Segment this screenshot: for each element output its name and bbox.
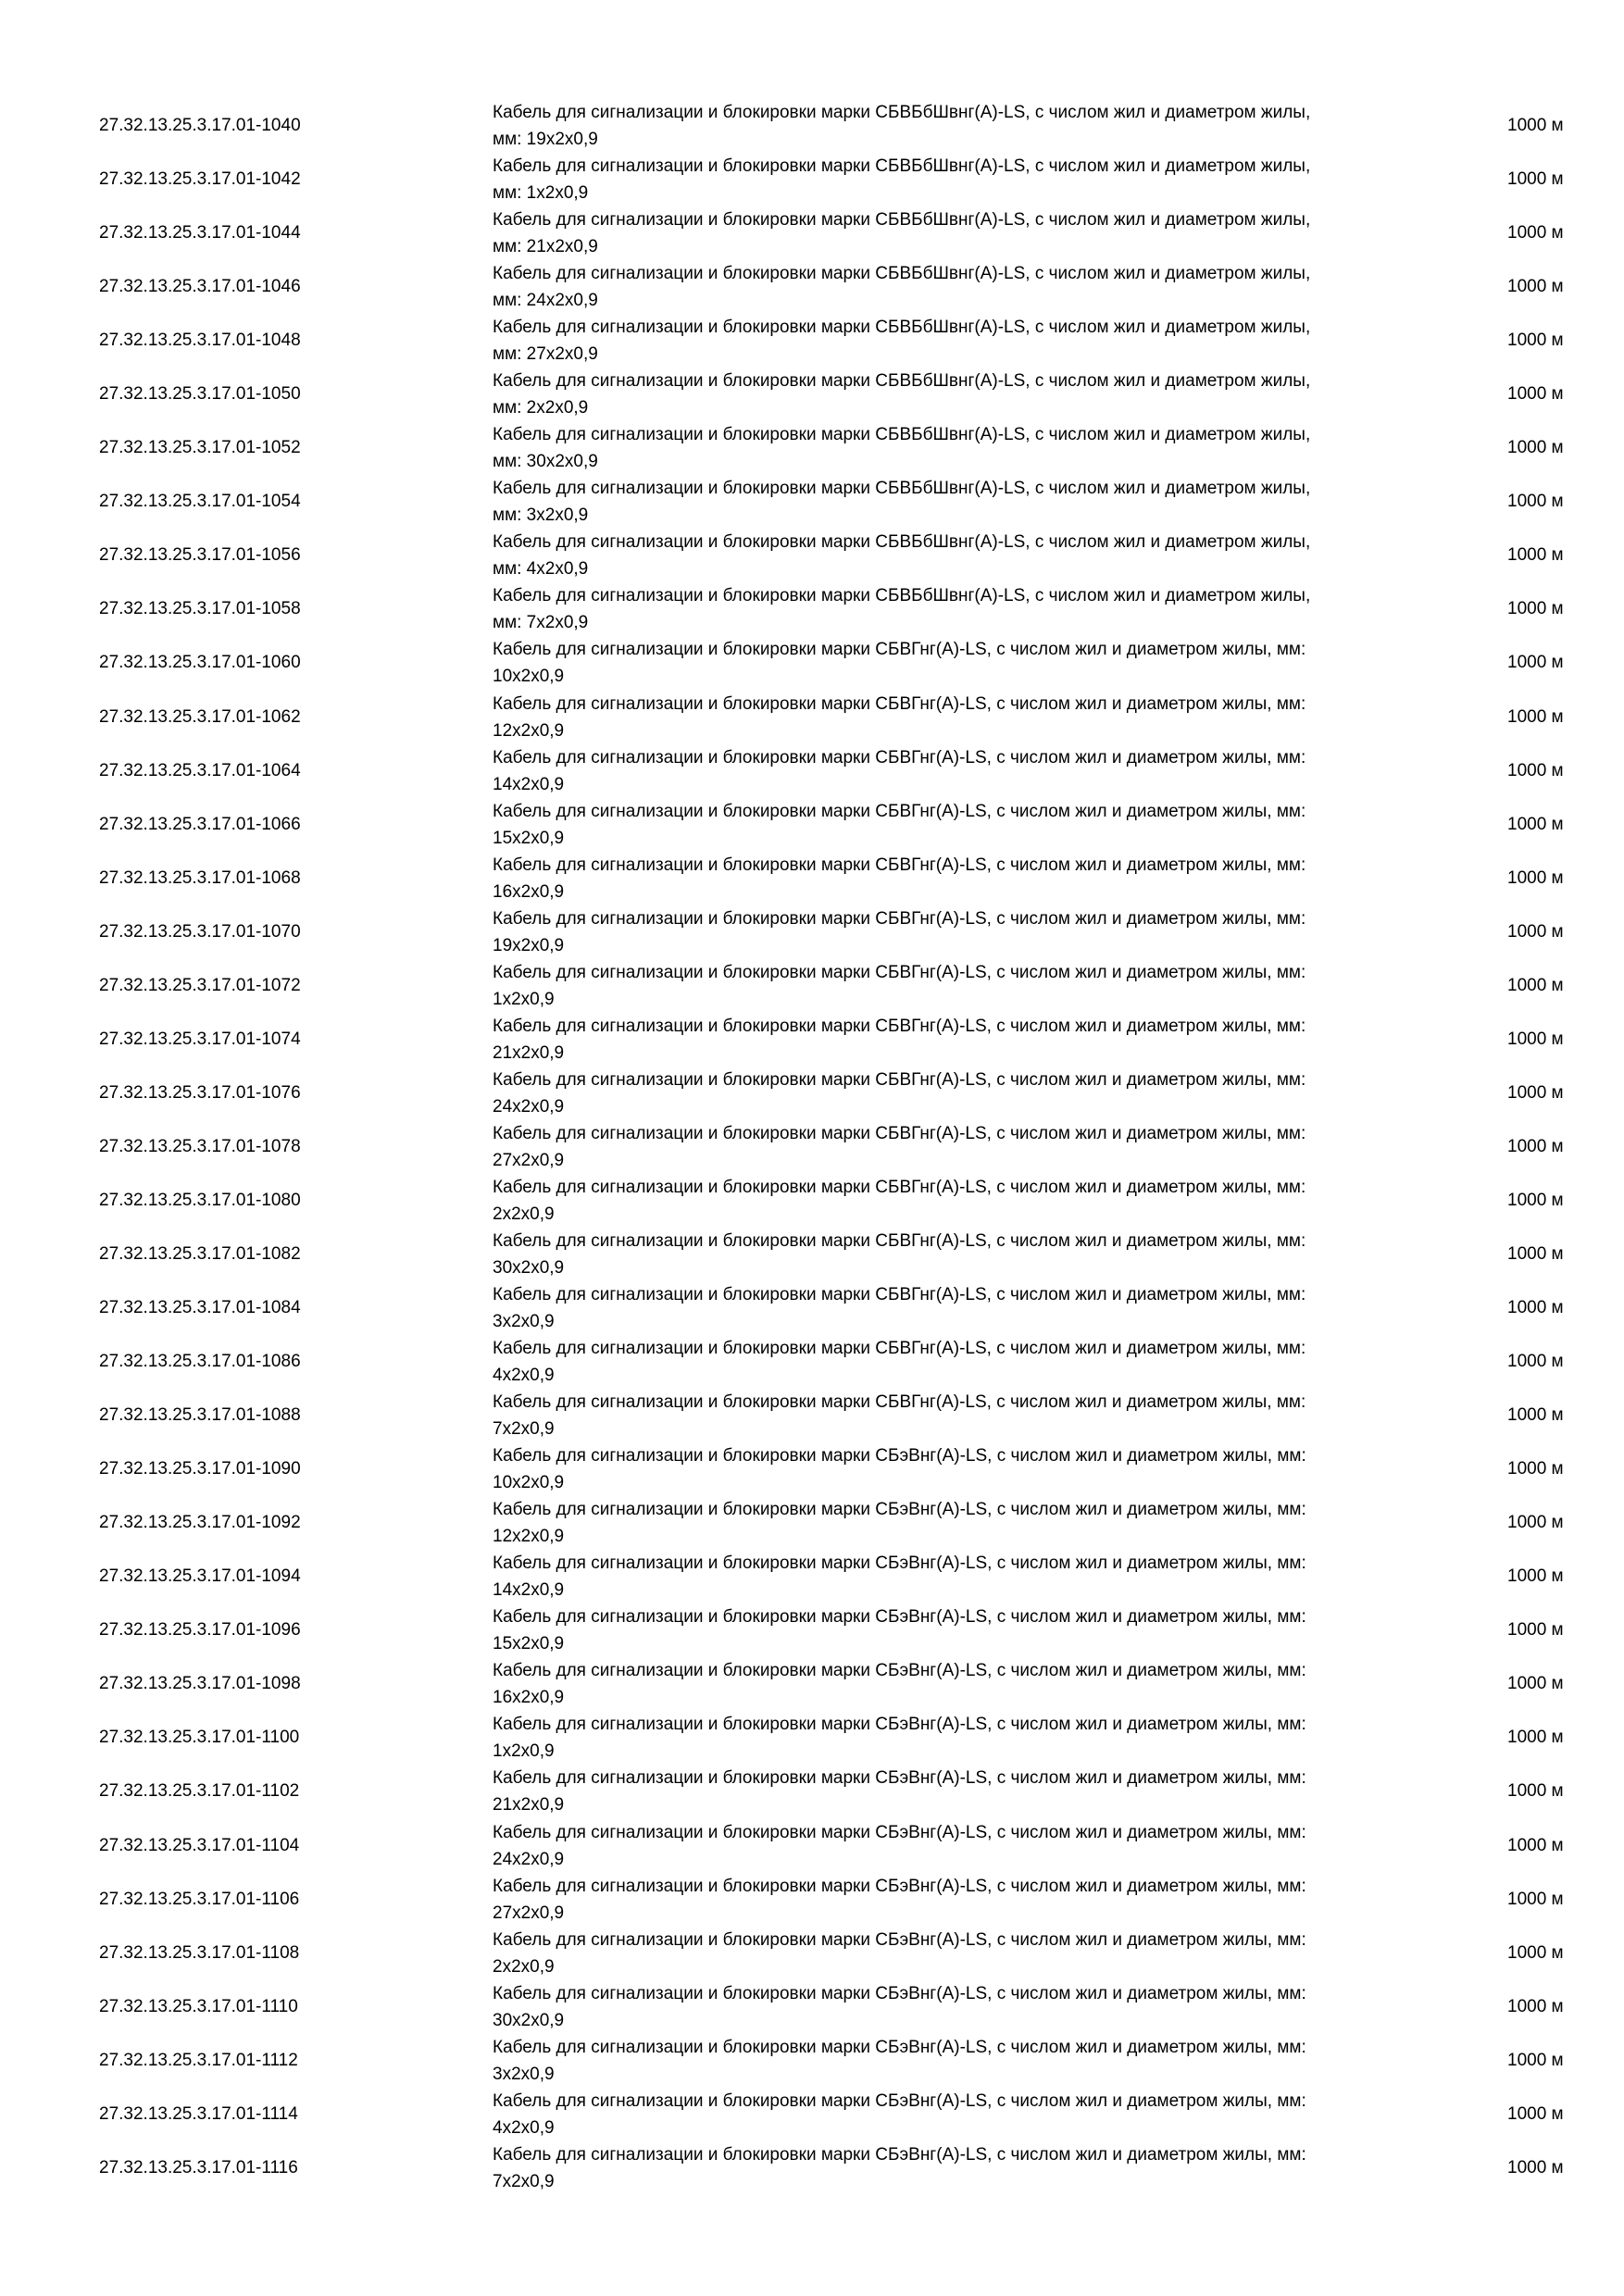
- unit-of-measure: 1000 м: [1507, 277, 1564, 297]
- table-row: [0, 1711, 1624, 1765]
- description-line-1: Кабель для сигнализации и блокировки марки СБВГнг(А)-LS, с числом жил и диаметром жилы, мм:: [493, 801, 1306, 821]
- resource-description: [493, 1389, 1437, 1442]
- unit-of-measure: 1000 м: [1507, 921, 1564, 942]
- resource-code: 27.32.13.25.3.17.01-1084: [99, 1298, 301, 1318]
- table-row: [0, 1120, 1624, 1174]
- resource-description: [493, 421, 1437, 475]
- description-line-2: 27x2x0,9: [493, 1150, 565, 1170]
- resource-description: [493, 582, 1437, 636]
- table-row: [0, 744, 1624, 798]
- table-row: [0, 314, 1624, 368]
- resource-description: [493, 1496, 1437, 1550]
- resource-description: [493, 206, 1437, 260]
- unit-of-measure: 1000 м: [1507, 1781, 1564, 1802]
- resource-code: 27.32.13.25.3.17.01-1112: [99, 2050, 298, 2070]
- description-line-1: Кабель для сигнализации и блокировки марки СБВГнг(А)-LS, с числом жил и диаметром жилы, мм:: [493, 1339, 1306, 1359]
- unit-of-measure: 1000 м: [1507, 1405, 1564, 1426]
- resource-description: [493, 1657, 1437, 1711]
- resource-code: 27.32.13.25.3.17.01-1080: [99, 1190, 301, 1210]
- description-line-2: 12x2x0,9: [493, 720, 565, 741]
- resource-description: [493, 1281, 1437, 1335]
- description-line-1: Кабель для сигнализации и блокировки марки СБэВнг(А)-LS, с числом жил и диаметром жилы, мм:: [493, 2037, 1306, 2057]
- description-line-1: Кабель для сигнализации и блокировки марки СБВГнг(А)-LS, с числом жил и диаметром жилы, мм:: [493, 1230, 1306, 1251]
- unit-of-measure: 1000 м: [1507, 1029, 1564, 1049]
- unit-of-measure: 1000 м: [1507, 545, 1564, 566]
- unit-of-measure: 1000 м: [1507, 1620, 1564, 1641]
- unit-of-measure: 1000 м: [1507, 1566, 1564, 1587]
- description-line-1: Кабель для сигнализации и блокировки марки СБэВнг(А)-LS, с числом жил и диаметром жилы, мм:: [493, 1768, 1306, 1789]
- description-line-1: Кабель для сигнализации и блокировки марки СБэВнг(А)-LS, с числом жил и диаметром жилы, мм:: [493, 1554, 1306, 1574]
- description-line-2: 3x2x0,9: [493, 1312, 555, 1332]
- unit-of-measure: 1000 м: [1507, 169, 1564, 190]
- resource-description: [493, 1013, 1437, 1067]
- resource-code: 27.32.13.25.3.17.01-1058: [99, 599, 301, 619]
- description-line-2: 15x2x0,9: [493, 828, 565, 848]
- resource-code: 27.32.13.25.3.17.01-1068: [99, 867, 301, 888]
- resource-code: 27.32.13.25.3.17.01-1072: [99, 975, 301, 995]
- description-line-1: Кабель для сигнализации и блокировки марки СБВГнг(А)-LS, с числом жил и диаметром жилы, мм:: [493, 908, 1306, 929]
- resource-code: 27.32.13.25.3.17.01-1100: [99, 1728, 300, 1748]
- table-row: [0, 1067, 1624, 1120]
- description-line-2: 7x2x0,9: [493, 2171, 555, 2191]
- resource-description: [493, 314, 1437, 368]
- description-line-1: Кабель для сигнализации и блокировки марки СБэВнг(А)-LS, с числом жил и диаметром жилы, мм:: [493, 1715, 1306, 1735]
- description-line-1: Кабель для сигнализации и блокировки марки СБВБбШвнг(А)-LS, с числом жил и диаметром жилы,: [493, 425, 1311, 445]
- table-row: [0, 368, 1624, 421]
- table-row: [0, 1228, 1624, 1281]
- resource-code: 27.32.13.25.3.17.01-1116: [99, 2157, 298, 2177]
- description-line-1: Кабель для сигнализации и блокировки марки СБВБбШвнг(А)-LS, с числом жил и диаметром жилы,: [493, 586, 1311, 606]
- resource-code: 27.32.13.25.3.17.01-1066: [99, 814, 301, 834]
- description-line-1: Кабель для сигнализации и блокировки марки СБэВнг(А)-LS, с числом жил и диаметром жилы, мм:: [493, 1876, 1306, 1896]
- resource-description: [493, 368, 1437, 421]
- table-row: [0, 1174, 1624, 1228]
- unit-of-measure: 1000 м: [1507, 1728, 1564, 1748]
- unit-of-measure: 1000 м: [1507, 599, 1564, 619]
- table-row: [0, 959, 1624, 1013]
- table-row: [0, 153, 1624, 206]
- resource-code: 27.32.13.25.3.17.01-1106: [99, 1889, 300, 1909]
- resource-code: 27.32.13.25.3.17.01-1078: [99, 1136, 301, 1156]
- unit-of-measure: 1000 м: [1507, 1889, 1564, 1909]
- resource-description: [493, 1980, 1437, 2034]
- description-line-1: Кабель для сигнализации и блокировки марки СБВГнг(А)-LS, с числом жил и диаметром жилы, мм:: [493, 747, 1306, 767]
- description-line-2: 14x2x0,9: [493, 774, 565, 794]
- description-line-1: Кабель для сигнализации и блокировки марки СБэВнг(А)-LS, с числом жил и диаметром жилы, мм:: [493, 2090, 1306, 2111]
- table-row: [0, 1013, 1624, 1067]
- description-line-2: 15x2x0,9: [493, 1634, 565, 1654]
- table-row: [0, 1657, 1624, 1711]
- unit-of-measure: 1000 м: [1507, 438, 1564, 458]
- description-line-2: 4x2x0,9: [493, 2117, 555, 2138]
- unit-of-measure: 1000 м: [1507, 116, 1564, 135]
- description-line-1: Кабель для сигнализации и блокировки марки СБВГнг(А)-LS, с числом жил и диаметром жилы, мм:: [493, 1177, 1306, 1197]
- resource-description: [493, 798, 1437, 852]
- table-row: [0, 1927, 1624, 1980]
- table-row: [0, 1550, 1624, 1603]
- description-line-2: 30x2x0,9: [493, 1257, 565, 1278]
- resource-code: 27.32.13.25.3.17.01-1108: [99, 1942, 300, 1963]
- description-line-1: Кабель для сигнализации и блокировки марки СБВГнг(А)-LS, с числом жил и диаметром жилы, мм:: [493, 1285, 1306, 1305]
- resource-description: [493, 1067, 1437, 1120]
- table-row: [0, 529, 1624, 582]
- resource-description: [493, 1819, 1437, 1873]
- description-line-1: Кабель для сигнализации и блокировки марки СБВГнг(А)-LS, с числом жил и диаметром жилы, мм:: [493, 1392, 1306, 1413]
- table-row: [0, 1603, 1624, 1657]
- resource-code: 27.32.13.25.3.17.01-1050: [99, 384, 301, 405]
- resource-code: 27.32.13.25.3.17.01-1094: [99, 1566, 301, 1587]
- table-row: [0, 1765, 1624, 1818]
- description-line-2: 4x2x0,9: [493, 1366, 555, 1386]
- table-row: [0, 1980, 1624, 2034]
- table-row: [0, 1496, 1624, 1550]
- description-line-1: Кабель для сигнализации и блокировки марки СБВБбШвнг(А)-LS, с числом жил и диаметром жилы,: [493, 210, 1311, 231]
- description-line-2: 1x2x0,9: [493, 989, 555, 1009]
- resource-code: 27.32.13.25.3.17.01-1110: [99, 1996, 298, 2016]
- table-row: [0, 905, 1624, 959]
- resource-code: 27.32.13.25.3.17.01-1048: [99, 331, 301, 351]
- description-line-2: 2x2x0,9: [493, 1956, 555, 1977]
- description-line-2: 27x2x0,9: [493, 1903, 565, 1923]
- description-line-2: мм: 2x2x0,9: [493, 398, 589, 418]
- resource-description: [493, 959, 1437, 1013]
- description-line-1: Кабель для сигнализации и блокировки марки СБВГнг(А)-LS, с числом жил и диаметром жилы, мм:: [493, 1123, 1306, 1143]
- table-row: [0, 206, 1624, 260]
- unit-of-measure: 1000 м: [1507, 1298, 1564, 1318]
- description-line-1: Кабель для сигнализации и блокировки марки СБВБбШвнг(А)-LS, с числом жил и диаметром жилы,: [493, 318, 1311, 338]
- resource-code: 27.32.13.25.3.17.01-1052: [99, 438, 301, 458]
- description-line-2: 7x2x0,9: [493, 1419, 555, 1440]
- resource-description: [493, 1765, 1437, 1818]
- description-line-1: Кабель для сигнализации и блокировки марки СБВГнг(А)-LS, с числом жил и диаметром жилы, мм:: [493, 693, 1306, 714]
- table-row: [0, 1442, 1624, 1496]
- resource-code: 27.32.13.25.3.17.01-1056: [99, 545, 301, 566]
- description-line-1: Кабель для сигнализации и блокировки марки СБВБбШвнг(А)-LS, с числом жил и диаметром жилы,: [493, 479, 1311, 499]
- table-row: [0, 2034, 1624, 2088]
- unit-of-measure: 1000 м: [1507, 384, 1564, 405]
- table-row: [0, 1389, 1624, 1442]
- resource-code: 27.32.13.25.3.17.01-1040: [99, 116, 301, 135]
- resource-code: 27.32.13.25.3.17.01-1060: [99, 653, 301, 673]
- resource-code: 27.32.13.25.3.17.01-1098: [99, 1674, 301, 1694]
- description-line-2: мм: 1x2x0,9: [493, 183, 589, 204]
- resource-description: [493, 691, 1437, 744]
- table-row: [0, 2088, 1624, 2141]
- unit-of-measure: 1000 м: [1507, 2103, 1564, 2124]
- description-line-2: мм: 30x2x0,9: [493, 452, 598, 472]
- table-row: [0, 421, 1624, 475]
- description-line-2: мм: 21x2x0,9: [493, 237, 598, 257]
- description-line-2: 21x2x0,9: [493, 1795, 565, 1816]
- unit-of-measure: 1000 м: [1507, 975, 1564, 995]
- resource-description: [493, 529, 1437, 582]
- description-line-2: 12x2x0,9: [493, 1527, 565, 1547]
- description-line-1: Кабель для сигнализации и блокировки марки СБВБбШвнг(А)-LS, с числом жил и диаметром жилы,: [493, 371, 1311, 392]
- table-row: [0, 1819, 1624, 1873]
- resource-description: [493, 475, 1437, 529]
- table-row: [0, 582, 1624, 636]
- resource-code: 27.32.13.25.3.17.01-1070: [99, 921, 301, 942]
- unit-of-measure: 1000 м: [1507, 1352, 1564, 1372]
- table-row: [0, 1335, 1624, 1389]
- description-line-1: Кабель для сигнализации и блокировки марки СБэВнг(А)-LS, с числом жил и диаметром жилы, мм:: [493, 1607, 1306, 1628]
- description-line-2: 19x2x0,9: [493, 935, 565, 955]
- resource-code: 27.32.13.25.3.17.01-1088: [99, 1405, 301, 1426]
- description-line-1: Кабель для сигнализации и блокировки марки СБэВнг(А)-LS, с числом жил и диаметром жилы, мм:: [493, 1661, 1306, 1681]
- unit-of-measure: 1000 м: [1507, 1082, 1564, 1103]
- resource-description: [493, 1711, 1437, 1765]
- description-line-1: Кабель для сигнализации и блокировки марки СБэВнг(А)-LS, с числом жил и диаметром жилы, мм:: [493, 1822, 1306, 1842]
- table-row: [0, 1281, 1624, 1335]
- description-line-1: Кабель для сигнализации и блокировки марки СБВГнг(А)-LS, с числом жил и диаметром жилы, мм:: [493, 640, 1306, 660]
- unit-of-measure: 1000 м: [1507, 760, 1564, 780]
- resource-description: [493, 2141, 1437, 2195]
- price-list-table: [0, 99, 1624, 2195]
- resource-code: 27.32.13.25.3.17.01-1086: [99, 1352, 301, 1372]
- resource-code: 27.32.13.25.3.17.01-1042: [99, 169, 301, 190]
- resource-code: 27.32.13.25.3.17.01-1102: [99, 1781, 300, 1802]
- resource-description: [493, 1228, 1437, 1281]
- unit-of-measure: 1000 м: [1507, 2157, 1564, 2177]
- table-row: [0, 1873, 1624, 1927]
- resource-code: 27.32.13.25.3.17.01-1046: [99, 277, 301, 297]
- description-line-2: 30x2x0,9: [493, 2010, 565, 2030]
- description-line-1: Кабель для сигнализации и блокировки марки СБВГнг(А)-LS, с числом жил и диаметром жилы, мм:: [493, 1016, 1306, 1036]
- resource-code: 27.32.13.25.3.17.01-1044: [99, 223, 301, 243]
- table-row: [0, 636, 1624, 690]
- resource-description: [493, 852, 1437, 905]
- resource-description: [493, 1550, 1437, 1603]
- description-line-2: 14x2x0,9: [493, 1580, 565, 1601]
- description-line-1: Кабель для сигнализации и блокировки марки СБэВнг(А)-LS, с числом жил и диаметром жилы, мм:: [493, 2144, 1306, 2165]
- unit-of-measure: 1000 м: [1507, 1674, 1564, 1694]
- unit-of-measure: 1000 м: [1507, 1136, 1564, 1156]
- description-line-2: мм: 7x2x0,9: [493, 613, 589, 633]
- table-row: [0, 260, 1624, 314]
- description-line-2: 2x2x0,9: [493, 1204, 555, 1224]
- resource-code: 27.32.13.25.3.17.01-1064: [99, 760, 301, 780]
- resource-code: 27.32.13.25.3.17.01-1076: [99, 1082, 301, 1103]
- description-line-1: Кабель для сигнализации и блокировки марки СБэВнг(А)-LS, с числом жил и диаметром жилы, мм:: [493, 1446, 1306, 1466]
- description-line-2: мм: 4x2x0,9: [493, 559, 589, 580]
- resource-description: [493, 1873, 1437, 1927]
- description-line-2: 16x2x0,9: [493, 881, 565, 902]
- unit-of-measure: 1000 м: [1507, 1190, 1564, 1210]
- resource-description: [493, 2088, 1437, 2141]
- resource-description: [493, 905, 1437, 959]
- resource-code: 27.32.13.25.3.17.01-1062: [99, 706, 301, 727]
- description-line-2: мм: 19x2x0,9: [493, 130, 598, 149]
- resource-description: [493, 1442, 1437, 1496]
- resource-code: 27.32.13.25.3.17.01-1082: [99, 1243, 301, 1264]
- resource-description: [493, 744, 1437, 798]
- unit-of-measure: 1000 м: [1507, 1243, 1564, 1264]
- table-row: [0, 852, 1624, 905]
- description-line-2: 1x2x0,9: [493, 1741, 555, 1762]
- table-row: [0, 99, 1624, 153]
- description-line-2: 21x2x0,9: [493, 1042, 565, 1063]
- resource-description: [493, 1603, 1437, 1657]
- resource-code: 27.32.13.25.3.17.01-1090: [99, 1459, 301, 1479]
- resource-description: [493, 2034, 1437, 2088]
- unit-of-measure: 1000 м: [1507, 653, 1564, 673]
- description-line-2: мм: 3x2x0,9: [493, 505, 589, 526]
- description-line-2: мм: 27x2x0,9: [493, 344, 598, 365]
- description-line-1: Кабель для сигнализации и блокировки марки СБэВнг(А)-LS, с числом жил и диаметром жилы, мм:: [493, 1983, 1306, 2003]
- description-line-1: Кабель для сигнализации и блокировки марки СБВГнг(А)-LS, с числом жил и диаметром жилы, мм:: [493, 1069, 1306, 1090]
- description-line-1: Кабель для сигнализации и блокировки марки СБВБбШвнг(А)-LS, с числом жил и диаметром жилы,: [493, 264, 1311, 284]
- unit-of-measure: 1000 м: [1507, 867, 1564, 888]
- unit-of-measure: 1000 м: [1507, 1835, 1564, 1855]
- resource-description: [493, 1927, 1437, 1980]
- description-line-1: Кабель для сигнализации и блокировки марки СБВГнг(А)-LS, с числом жил и диаметром жилы, мм:: [493, 962, 1306, 982]
- description-line-2: 24x2x0,9: [493, 1096, 565, 1117]
- table-row: [0, 2141, 1624, 2195]
- resource-code: 27.32.13.25.3.17.01-1092: [99, 1513, 301, 1533]
- description-line-1: Кабель для сигнализации и блокировки марки СБВБбШвнг(А)-LS, с числом жил и диаметром жилы,: [493, 532, 1311, 553]
- description-line-2: 10x2x0,9: [493, 1473, 565, 1493]
- resource-description: [493, 1120, 1437, 1174]
- description-line-2: 24x2x0,9: [493, 1849, 565, 1869]
- resource-description: [493, 1335, 1437, 1389]
- resource-description: [493, 260, 1437, 314]
- description-line-1: Кабель для сигнализации и блокировки марки СБВБбШвнг(А)-LS, с числом жил и диаметром жилы,: [493, 103, 1311, 122]
- description-line-2: мм: 24x2x0,9: [493, 291, 598, 311]
- unit-of-measure: 1000 м: [1507, 814, 1564, 834]
- unit-of-measure: 1000 м: [1507, 492, 1564, 512]
- description-line-2: 10x2x0,9: [493, 667, 565, 687]
- resource-description: [493, 153, 1437, 206]
- description-line-1: Кабель для сигнализации и блокировки марки СБэВнг(А)-LS, с числом жил и диаметром жилы, мм:: [493, 1500, 1306, 1520]
- unit-of-measure: 1000 м: [1507, 706, 1564, 727]
- unit-of-measure: 1000 м: [1507, 223, 1564, 243]
- resource-code: 27.32.13.25.3.17.01-1114: [99, 2103, 298, 2124]
- unit-of-measure: 1000 м: [1507, 1996, 1564, 2016]
- description-line-2: 3x2x0,9: [493, 2064, 555, 2084]
- unit-of-measure: 1000 м: [1507, 1459, 1564, 1479]
- table-row: [0, 475, 1624, 529]
- unit-of-measure: 1000 м: [1507, 2050, 1564, 2070]
- description-line-2: 16x2x0,9: [493, 1688, 565, 1708]
- description-line-1: Кабель для сигнализации и блокировки марки СБэВнг(А)-LS, с числом жил и диаметром жилы, мм:: [493, 1929, 1306, 1950]
- resource-code: 27.32.13.25.3.17.01-1074: [99, 1029, 301, 1049]
- resource-code: 27.32.13.25.3.17.01-1054: [99, 492, 301, 512]
- resource-description: [493, 636, 1437, 690]
- table-row: [0, 691, 1624, 744]
- unit-of-measure: 1000 м: [1507, 331, 1564, 351]
- resource-description: [493, 1174, 1437, 1228]
- description-line-1: Кабель для сигнализации и блокировки марки СБВБбШвнг(А)-LS, с числом жил и диаметром жилы,: [493, 156, 1311, 177]
- table-row: [0, 798, 1624, 852]
- resource-description: [493, 99, 1437, 153]
- resource-code: 27.32.13.25.3.17.01-1096: [99, 1620, 301, 1641]
- resource-code: 27.32.13.25.3.17.01-1104: [99, 1835, 300, 1855]
- description-line-1: Кабель для сигнализации и блокировки марки СБВГнг(А)-LS, с числом жил и диаметром жилы, мм:: [493, 855, 1306, 875]
- unit-of-measure: 1000 м: [1507, 1942, 1564, 1963]
- unit-of-measure: 1000 м: [1507, 1513, 1564, 1533]
